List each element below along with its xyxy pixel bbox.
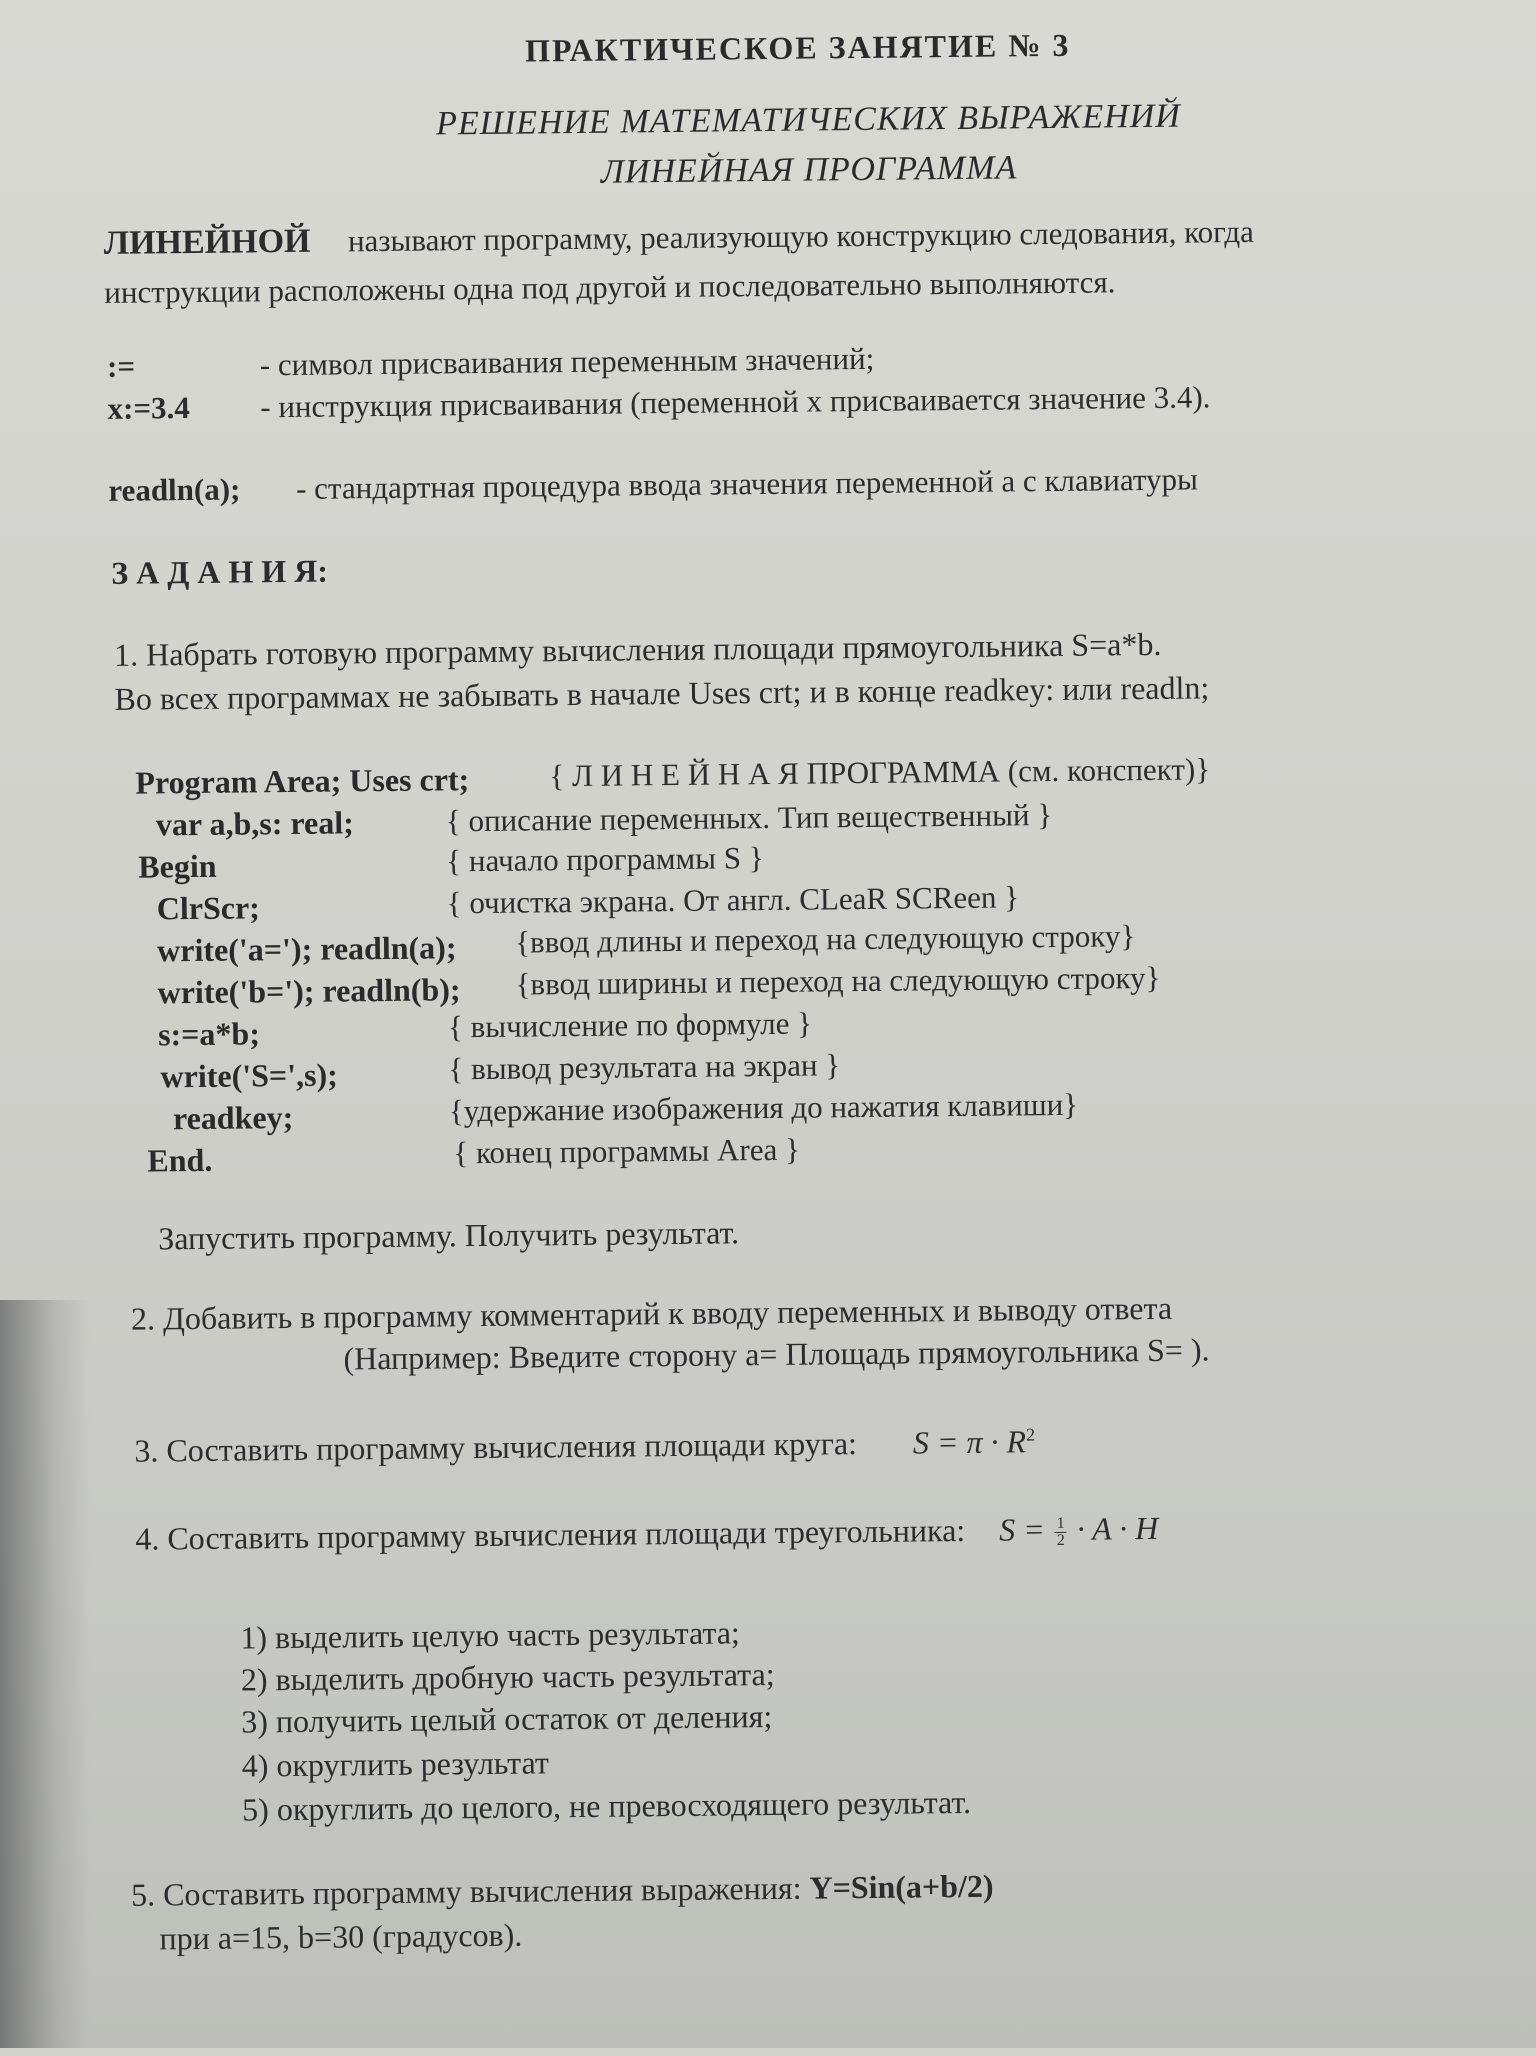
fraction-denominator: 2 — [1056, 1532, 1065, 1550]
fraction-numerator: 1 — [1055, 1516, 1067, 1533]
code-line: readkey; — [172, 1098, 294, 1137]
subtask-item: 2) выделить дробную часть результата; — [240, 1655, 775, 1698]
intro-line-1 — [104, 213, 1254, 263]
code-comment: {ввод ширины и переход на следующую строку} — [515, 959, 1161, 1002]
task-5-text: 5. Составить программу вычисления выражения: — [130, 1869, 802, 1913]
code-comment: {ввод длины и переход на следующую строку} — [514, 918, 1136, 960]
intro-line-2: инструкции расположены одна под другой и последовательно выполняются. — [104, 264, 1116, 310]
task-3 — [134, 1423, 1035, 1469]
triangle-formula-rhs: · A · H — [1068, 1509, 1159, 1547]
task-3-text: 3. Составить программу вычисления площади круга: — [134, 1425, 858, 1469]
run-note: Запустить программу. Получить результат. — [158, 1214, 740, 1257]
subtask-item: 5) округлить до целого, не превосходящего результат. — [242, 1783, 972, 1828]
code-comment: { очистка экрана. От англ. CLeaR SCReen } — [446, 879, 1020, 921]
page-title: ПРАКТИЧЕСКОЕ ЗАНЯТИЕ № 3 — [524, 26, 1071, 69]
intro-text-1: называют программу, реализующую конструкцию следования, когда — [347, 213, 1255, 259]
code-comment: { начало программы S } — [446, 840, 764, 879]
task-5 — [131, 1868, 994, 1914]
code-comment: { описание переменных. Тип вещественный } — [445, 797, 1053, 839]
code-line: ClrScr; — [156, 889, 261, 927]
subtask-item: 1) выделить целую часть результата; — [240, 1614, 740, 1656]
definition-text: - символ присваивания переменным значений; — [259, 340, 875, 383]
task-5-expression: Y=Sin(a+b/2) — [809, 1867, 994, 1906]
definition-row — [108, 461, 1198, 508]
definition-term: readln(a); — [108, 471, 241, 508]
page-subtitle-2: ЛИНЕЙНАЯ ПРОГРАММА — [600, 149, 1018, 191]
code-line: End. — [147, 1141, 213, 1179]
task-1-line-1: 1. Набрать готовую программу вычисления площади прямоугольника S=a*b. — [113, 625, 1162, 673]
intro-term: ЛИНЕЙНОЙ — [103, 222, 311, 262]
task-2-line-2: (Например: Введите сторону a= Площадь прямоугольника S= ). — [343, 1331, 1210, 1377]
code-comment: {удержание изображения до нажатия клавиши} — [448, 1086, 1079, 1129]
code-line: var a,b,s: real; — [155, 804, 354, 843]
triangle-formula-lhs: S = — [998, 1511, 1053, 1548]
definition-row — [107, 341, 875, 385]
task-4-text: 4. Составить программу вычисления площади треугольника: — [135, 1511, 966, 1557]
subtask-item: 4) округлить результат — [241, 1744, 550, 1784]
page-subtitle-1: РЕШЕНИЕ МАТЕМАТИЧЕСКИХ ВЫРАЖЕНИЙ — [436, 97, 1182, 143]
task-2-line-1: 2. Добавить в программу комментарий к вводу переменных и выводу ответа — [130, 1289, 1173, 1337]
subtask-item: 3) получить целый остаток от деления; — [241, 1697, 773, 1740]
code-comment: { вычисление по формуле } — [447, 1005, 813, 1045]
definition-term: x:=3.4 — [107, 390, 190, 426]
code-line: s:=a*b; — [157, 1015, 261, 1053]
code-line: Begin — [138, 847, 217, 885]
code-line: Program Area; Uses crt; — [135, 761, 470, 801]
code-line: write('a='); readln(a); — [157, 929, 457, 969]
formula-exponent: 2 — [1025, 1424, 1036, 1445]
task-5-line-2: при a=15, b=30 (градусов). — [159, 1916, 523, 1957]
code-comment: { Л И Н Е Й Н А Я ПРОГРАММА (см. конспект)} — [549, 751, 1211, 794]
circle-area-formula: S = π · R — [912, 1423, 1027, 1461]
definition-term: := — [106, 348, 136, 384]
code-comment: { вывод результата на экран } — [448, 1047, 841, 1087]
code-comment: { конец программы Area } — [453, 1131, 801, 1171]
code-line: write('S=',s); — [160, 1056, 338, 1095]
formula-fraction — [1055, 1516, 1067, 1549]
definition-row — [107, 379, 1210, 427]
definition-text: - стандартная процедура ввода значения переменной a с клавиатуры — [295, 461, 1199, 506]
tasks-heading: З А Д А Н И Я: — [111, 552, 329, 591]
definition-text: - инструкция присваивания (переменной x присваивается значение 3.4). — [260, 379, 1211, 425]
code-line: write('b='); readln(b); — [157, 971, 461, 1011]
task-1-line-2: Во всех программах не забывать в начале Uses crt; и в конце readkey: или readln; — [114, 669, 1210, 717]
task-4 — [135, 1510, 1158, 1559]
